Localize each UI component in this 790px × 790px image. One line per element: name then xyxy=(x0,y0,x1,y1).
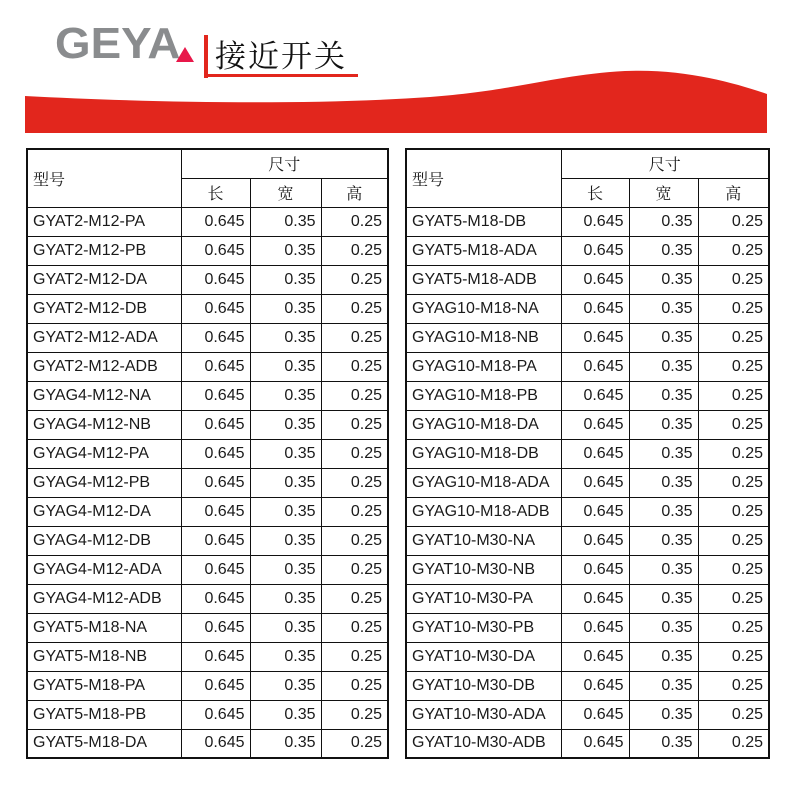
model-cell: GYAT10-M30-ADA xyxy=(406,700,561,729)
table-row xyxy=(27,526,388,555)
height-cell: 0.25 xyxy=(698,729,769,758)
model-cell: GYAG4-M12-NB xyxy=(27,410,181,439)
width-cell: 0.35 xyxy=(250,294,321,323)
table-row xyxy=(406,323,769,352)
height-cell: 0.25 xyxy=(698,584,769,613)
model-cell: GYAG4-M12-ADB xyxy=(27,584,181,613)
model-cell: GYAT2-M12-PB xyxy=(27,236,181,265)
table-row xyxy=(27,265,388,294)
height-cell: 0.25 xyxy=(698,294,769,323)
length-cell: 0.645 xyxy=(181,207,250,236)
length-cell: 0.645 xyxy=(181,468,250,497)
table-row xyxy=(27,497,388,526)
model-cell: GYAT5-M18-DA xyxy=(27,729,181,758)
model-cell: GYAG4-M12-ADA xyxy=(27,555,181,584)
table-row xyxy=(27,323,388,352)
width-cell: 0.35 xyxy=(629,236,698,265)
table-row xyxy=(406,497,769,526)
length-cell: 0.645 xyxy=(561,323,629,352)
width-cell: 0.35 xyxy=(250,410,321,439)
table-row xyxy=(27,613,388,642)
length-cell: 0.645 xyxy=(561,381,629,410)
col-header-model: 型号 xyxy=(406,149,561,207)
length-cell: 0.645 xyxy=(181,497,250,526)
table-row xyxy=(406,236,769,265)
length-cell: 0.645 xyxy=(561,642,629,671)
length-cell: 0.645 xyxy=(561,584,629,613)
model-cell: GYAT10-M30-DA xyxy=(406,642,561,671)
height-cell: 0.25 xyxy=(698,526,769,555)
length-cell: 0.645 xyxy=(181,700,250,729)
width-cell: 0.35 xyxy=(629,265,698,294)
width-cell: 0.35 xyxy=(250,613,321,642)
length-cell: 0.645 xyxy=(561,555,629,584)
col-header-size: 尺寸 xyxy=(561,149,769,178)
height-cell: 0.25 xyxy=(698,236,769,265)
height-cell: 0.25 xyxy=(321,323,388,352)
table-row xyxy=(406,729,769,758)
model-cell: GYAT2-M12-PA xyxy=(27,207,181,236)
height-cell: 0.25 xyxy=(321,555,388,584)
width-cell: 0.35 xyxy=(629,497,698,526)
col-header-width: 宽 xyxy=(250,178,321,207)
logo-text: GEYA xyxy=(55,19,181,68)
model-cell: GYAG4-M12-PB xyxy=(27,468,181,497)
width-cell: 0.35 xyxy=(250,468,321,497)
table-row xyxy=(406,700,769,729)
length-cell: 0.645 xyxy=(561,613,629,642)
col-header-size: 尺寸 xyxy=(181,149,388,178)
length-cell: 0.645 xyxy=(181,265,250,294)
height-cell: 0.25 xyxy=(698,323,769,352)
model-cell: GYAG4-M12-DA xyxy=(27,497,181,526)
width-cell: 0.35 xyxy=(629,700,698,729)
model-cell: GYAT2-M12-ADA xyxy=(27,323,181,352)
width-cell: 0.35 xyxy=(629,294,698,323)
model-cell: GYAT2-M12-DB xyxy=(27,294,181,323)
table-row xyxy=(406,555,769,584)
model-cell: GYAG10-M18-ADA xyxy=(406,468,561,497)
width-cell: 0.35 xyxy=(629,352,698,381)
height-cell: 0.25 xyxy=(698,613,769,642)
height-cell: 0.25 xyxy=(321,526,388,555)
width-cell: 0.35 xyxy=(629,526,698,555)
length-cell: 0.645 xyxy=(561,236,629,265)
length-cell: 0.645 xyxy=(181,439,250,468)
table-row xyxy=(27,671,388,700)
length-cell: 0.645 xyxy=(181,410,250,439)
model-cell: GYAG10-M18-PB xyxy=(406,381,561,410)
height-cell: 0.25 xyxy=(698,381,769,410)
width-cell: 0.35 xyxy=(629,207,698,236)
model-cell: GYAG4-M12-DB xyxy=(27,526,181,555)
height-cell: 0.25 xyxy=(698,497,769,526)
height-cell: 0.25 xyxy=(698,265,769,294)
length-cell: 0.645 xyxy=(181,584,250,613)
table-row xyxy=(406,410,769,439)
table-row xyxy=(27,468,388,497)
model-cell: GYAT5-M18-PB xyxy=(27,700,181,729)
height-cell: 0.25 xyxy=(321,642,388,671)
height-cell: 0.25 xyxy=(321,729,388,758)
width-cell: 0.35 xyxy=(629,468,698,497)
width-cell: 0.35 xyxy=(250,526,321,555)
table-row xyxy=(406,642,769,671)
length-cell: 0.645 xyxy=(181,729,250,758)
width-cell: 0.35 xyxy=(250,497,321,526)
table-row xyxy=(406,439,769,468)
table-row xyxy=(27,700,388,729)
width-cell: 0.35 xyxy=(250,236,321,265)
table-row xyxy=(406,584,769,613)
length-cell: 0.645 xyxy=(181,323,250,352)
width-cell: 0.35 xyxy=(629,642,698,671)
height-cell: 0.25 xyxy=(321,207,388,236)
height-cell: 0.25 xyxy=(321,381,388,410)
width-cell: 0.35 xyxy=(629,729,698,758)
length-cell: 0.645 xyxy=(561,468,629,497)
col-header-model: 型号 xyxy=(27,149,181,207)
length-cell: 0.645 xyxy=(181,671,250,700)
table-row xyxy=(27,410,388,439)
col-header-height: 高 xyxy=(321,178,388,207)
model-cell: GYAG4-M12-NA xyxy=(27,381,181,410)
table-row xyxy=(27,381,388,410)
model-cell: GYAT5-M18-ADB xyxy=(406,265,561,294)
model-cell: GYAT5-M18-DB xyxy=(406,207,561,236)
table-row xyxy=(27,207,388,236)
height-cell: 0.25 xyxy=(321,671,388,700)
height-cell: 0.25 xyxy=(698,700,769,729)
banner-wave xyxy=(0,0,790,140)
width-cell: 0.35 xyxy=(250,729,321,758)
model-cell: GYAT10-M30-PB xyxy=(406,613,561,642)
length-cell: 0.645 xyxy=(181,352,250,381)
width-cell: 0.35 xyxy=(250,700,321,729)
width-cell: 0.35 xyxy=(250,555,321,584)
length-cell: 0.645 xyxy=(561,671,629,700)
table-row xyxy=(406,526,769,555)
width-cell: 0.35 xyxy=(629,613,698,642)
width-cell: 0.35 xyxy=(250,642,321,671)
height-cell: 0.25 xyxy=(321,613,388,642)
length-cell: 0.645 xyxy=(181,613,250,642)
length-cell: 0.645 xyxy=(181,381,250,410)
height-cell: 0.25 xyxy=(321,294,388,323)
width-cell: 0.35 xyxy=(250,439,321,468)
length-cell: 0.645 xyxy=(181,526,250,555)
model-cell: GYAT5-M18-NB xyxy=(27,642,181,671)
width-cell: 0.35 xyxy=(629,584,698,613)
length-cell: 0.645 xyxy=(181,642,250,671)
width-cell: 0.35 xyxy=(250,207,321,236)
length-cell: 0.645 xyxy=(561,526,629,555)
table-row xyxy=(27,294,388,323)
height-cell: 0.25 xyxy=(321,497,388,526)
table-row xyxy=(27,584,388,613)
model-cell: GYAT10-M30-NB xyxy=(406,555,561,584)
spec-table-left xyxy=(26,148,389,759)
table-row xyxy=(406,671,769,700)
model-cell: GYAT10-M30-ADB xyxy=(406,729,561,758)
spec-table-right xyxy=(405,148,770,759)
height-cell: 0.25 xyxy=(321,700,388,729)
width-cell: 0.35 xyxy=(250,323,321,352)
model-cell: GYAT2-M12-ADB xyxy=(27,352,181,381)
page-title: 接近开关 xyxy=(215,39,347,74)
table-row xyxy=(406,265,769,294)
width-cell: 0.35 xyxy=(250,584,321,613)
model-cell: GYAG10-M18-PA xyxy=(406,352,561,381)
length-cell: 0.645 xyxy=(561,729,629,758)
model-cell: GYAT10-M30-NA xyxy=(406,526,561,555)
table-row xyxy=(27,439,388,468)
height-cell: 0.25 xyxy=(698,207,769,236)
model-cell: GYAG10-M18-DB xyxy=(406,439,561,468)
table-row xyxy=(27,642,388,671)
width-cell: 0.35 xyxy=(629,410,698,439)
height-cell: 0.25 xyxy=(698,642,769,671)
col-header-height: 高 xyxy=(698,178,769,207)
model-cell: GYAG10-M18-NB xyxy=(406,323,561,352)
length-cell: 0.645 xyxy=(561,439,629,468)
height-cell: 0.25 xyxy=(321,236,388,265)
width-cell: 0.35 xyxy=(250,352,321,381)
col-header-width: 宽 xyxy=(629,178,698,207)
col-header-length: 长 xyxy=(561,178,629,207)
model-cell: GYAT5-M18-NA xyxy=(27,613,181,642)
height-cell: 0.25 xyxy=(321,468,388,497)
width-cell: 0.35 xyxy=(250,671,321,700)
table-row xyxy=(406,613,769,642)
model-cell: GYAT5-M18-ADA xyxy=(406,236,561,265)
height-cell: 0.25 xyxy=(698,671,769,700)
length-cell: 0.645 xyxy=(181,236,250,265)
width-cell: 0.35 xyxy=(629,671,698,700)
model-cell: GYAT10-M30-DB xyxy=(406,671,561,700)
length-cell: 0.645 xyxy=(561,294,629,323)
model-cell: GYAG10-M18-DA xyxy=(406,410,561,439)
model-cell: GYAG4-M12-PA xyxy=(27,439,181,468)
table-row xyxy=(406,207,769,236)
width-cell: 0.35 xyxy=(629,555,698,584)
table-row xyxy=(27,729,388,758)
width-cell: 0.35 xyxy=(250,381,321,410)
table-row xyxy=(406,352,769,381)
width-cell: 0.35 xyxy=(629,323,698,352)
height-cell: 0.25 xyxy=(698,439,769,468)
height-cell: 0.25 xyxy=(698,555,769,584)
length-cell: 0.645 xyxy=(181,555,250,584)
height-cell: 0.25 xyxy=(321,410,388,439)
table-row xyxy=(27,352,388,381)
model-cell: GYAG10-M18-NA xyxy=(406,294,561,323)
model-cell: GYAG10-M18-ADB xyxy=(406,497,561,526)
length-cell: 0.645 xyxy=(561,497,629,526)
table-row xyxy=(27,555,388,584)
col-header-length: 长 xyxy=(181,178,250,207)
height-cell: 0.25 xyxy=(698,410,769,439)
table-row xyxy=(27,236,388,265)
length-cell: 0.645 xyxy=(561,265,629,294)
table-row xyxy=(406,294,769,323)
length-cell: 0.645 xyxy=(561,700,629,729)
length-cell: 0.645 xyxy=(561,352,629,381)
length-cell: 0.645 xyxy=(181,294,250,323)
length-cell: 0.645 xyxy=(561,207,629,236)
model-cell: GYAT10-M30-PA xyxy=(406,584,561,613)
height-cell: 0.25 xyxy=(321,265,388,294)
height-cell: 0.25 xyxy=(698,468,769,497)
table-row xyxy=(406,381,769,410)
height-cell: 0.25 xyxy=(321,352,388,381)
width-cell: 0.35 xyxy=(250,265,321,294)
height-cell: 0.25 xyxy=(321,439,388,468)
length-cell: 0.645 xyxy=(561,410,629,439)
height-cell: 0.25 xyxy=(321,584,388,613)
width-cell: 0.35 xyxy=(629,381,698,410)
model-cell: GYAT2-M12-DA xyxy=(27,265,181,294)
width-cell: 0.35 xyxy=(629,439,698,468)
table-row xyxy=(406,468,769,497)
model-cell: GYAT5-M18-PA xyxy=(27,671,181,700)
height-cell: 0.25 xyxy=(698,352,769,381)
